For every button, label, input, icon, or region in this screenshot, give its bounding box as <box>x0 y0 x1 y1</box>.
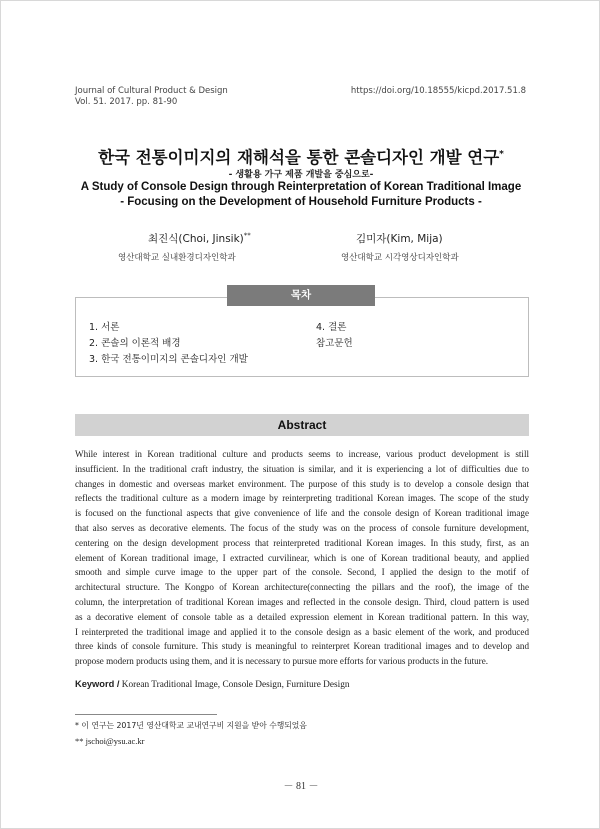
abstract-line: architectural structure. The Kongpo of Korean architecture(connecting the pillars and the roof), the image of the <box>75 582 529 593</box>
title-footnote-mark: * <box>499 149 504 160</box>
keyword-label: Keyword / <box>75 679 120 689</box>
korean-title <box>1 144 600 168</box>
abstract-line: column, the interpretation of traditional Korean images and reflected in the console design. Third, cloud pattern is used <box>75 596 529 607</box>
journal-header <box>75 86 228 108</box>
author-2-affiliation: 영산대학교 시각영상디자인학과 <box>341 253 459 263</box>
korean-title-text: 한국 전통이미지의 재해석을 통한 콘솔디자인 개발 연구 <box>98 148 500 167</box>
toc-item: 4. 결론 <box>316 322 347 333</box>
toc-item: 참고문헌 <box>316 338 353 349</box>
page-number: － 81 － <box>283 781 319 792</box>
toc-item: 1. 서론 <box>89 322 120 333</box>
korean-subtitle: - 생활용 가구 제품 개발을 중심으로- <box>228 170 374 180</box>
abstract-heading: Abstract <box>75 414 529 436</box>
footnote-funding: * 이 연구는 2017년 영산대학교 교내연구비 지원을 받아 수행되었음 <box>75 721 307 730</box>
abstract-line: as a decorative element of console table as a detailed expression element in Korean traditional pattern. In this way, <box>75 611 529 622</box>
toc-item: 3. 한국 전통이미지의 콘솔디자인 개발 <box>89 354 248 365</box>
abstract-line: propose modern products using them, and it is necessary to pursue more efforts for various products in the future. <box>75 656 488 667</box>
abstract-line: smooth and simple curve image to the upper part of the console. Second, I applied the design to the motif of <box>75 567 529 578</box>
abstract-line: insufficient. In the traditional craft industry, the situation is similar, and it is experiencing a lot of difficulties due to <box>75 463 529 474</box>
journal-volume: Vol. 51. 2017. pp. 81-90 <box>75 97 178 107</box>
abstract-line: is focused on the functional aspects that give convenience of life and the console design of Korean traditional image <box>75 508 529 519</box>
english-title: A Study of Console Design through Reinterpretation of Korean Traditional Image <box>80 181 522 193</box>
footnote-divider <box>75 714 217 715</box>
abstract-line: I reinterpreted the traditional image and applied it to the console design as a basic element of the work, and produced <box>75 626 529 637</box>
author-2-name: 김미자(Kim, Mija) <box>356 233 443 245</box>
abstract-line: that also serves as decorative elements. The focus of the study was on the process of console furniture development, <box>75 522 529 533</box>
doi-link[interactable]: https://doi.org/10.18555/kicpd.2017.51.8 <box>350 86 526 96</box>
abstract-body <box>75 447 529 669</box>
abstract-line: element of Korean traditional image, I extracted curvilinear, which is one of Korean traditional beauty, and applied <box>75 552 529 563</box>
abstract-line: changes in domestic and overseas market environment. The purpose of this study is to develop a console design that <box>75 478 529 489</box>
abstract-line: three kinds of console furniture. This study is meaningful to reinterpret Korean traditional images and to develop and <box>75 641 529 652</box>
abstract-line: centering on the design development process that reinterpreted traditional Korean images. In this study, first, as an <box>75 537 529 548</box>
author-1-name: 최진식(Choi, Jinsik)** <box>148 231 251 245</box>
keyword-text: Korean Traditional Image, Console Design, Furniture Design <box>121 680 350 690</box>
abstract-line: reflects the traditional culture as a modern image by reinterpreting traditional Korean images. The scope of the study <box>75 493 529 504</box>
toc-item: 2. 콘솔의 이론적 배경 <box>89 338 181 349</box>
author-1-affiliation: 영산대학교 실내환경디자인학과 <box>118 253 236 263</box>
english-subtitle: - Focusing on the Development of Household Furniture Products - <box>120 196 482 208</box>
footnote-email[interactable]: ** jschoi@ysu.ac.kr <box>75 736 145 746</box>
abstract-line: While interest in Korean traditional culture and products seems to increase, various product development is still <box>75 449 529 459</box>
toc-heading: 목차 <box>227 285 375 306</box>
keywords <box>75 679 350 690</box>
journal-name: Journal of Cultural Product & Design <box>75 86 228 96</box>
